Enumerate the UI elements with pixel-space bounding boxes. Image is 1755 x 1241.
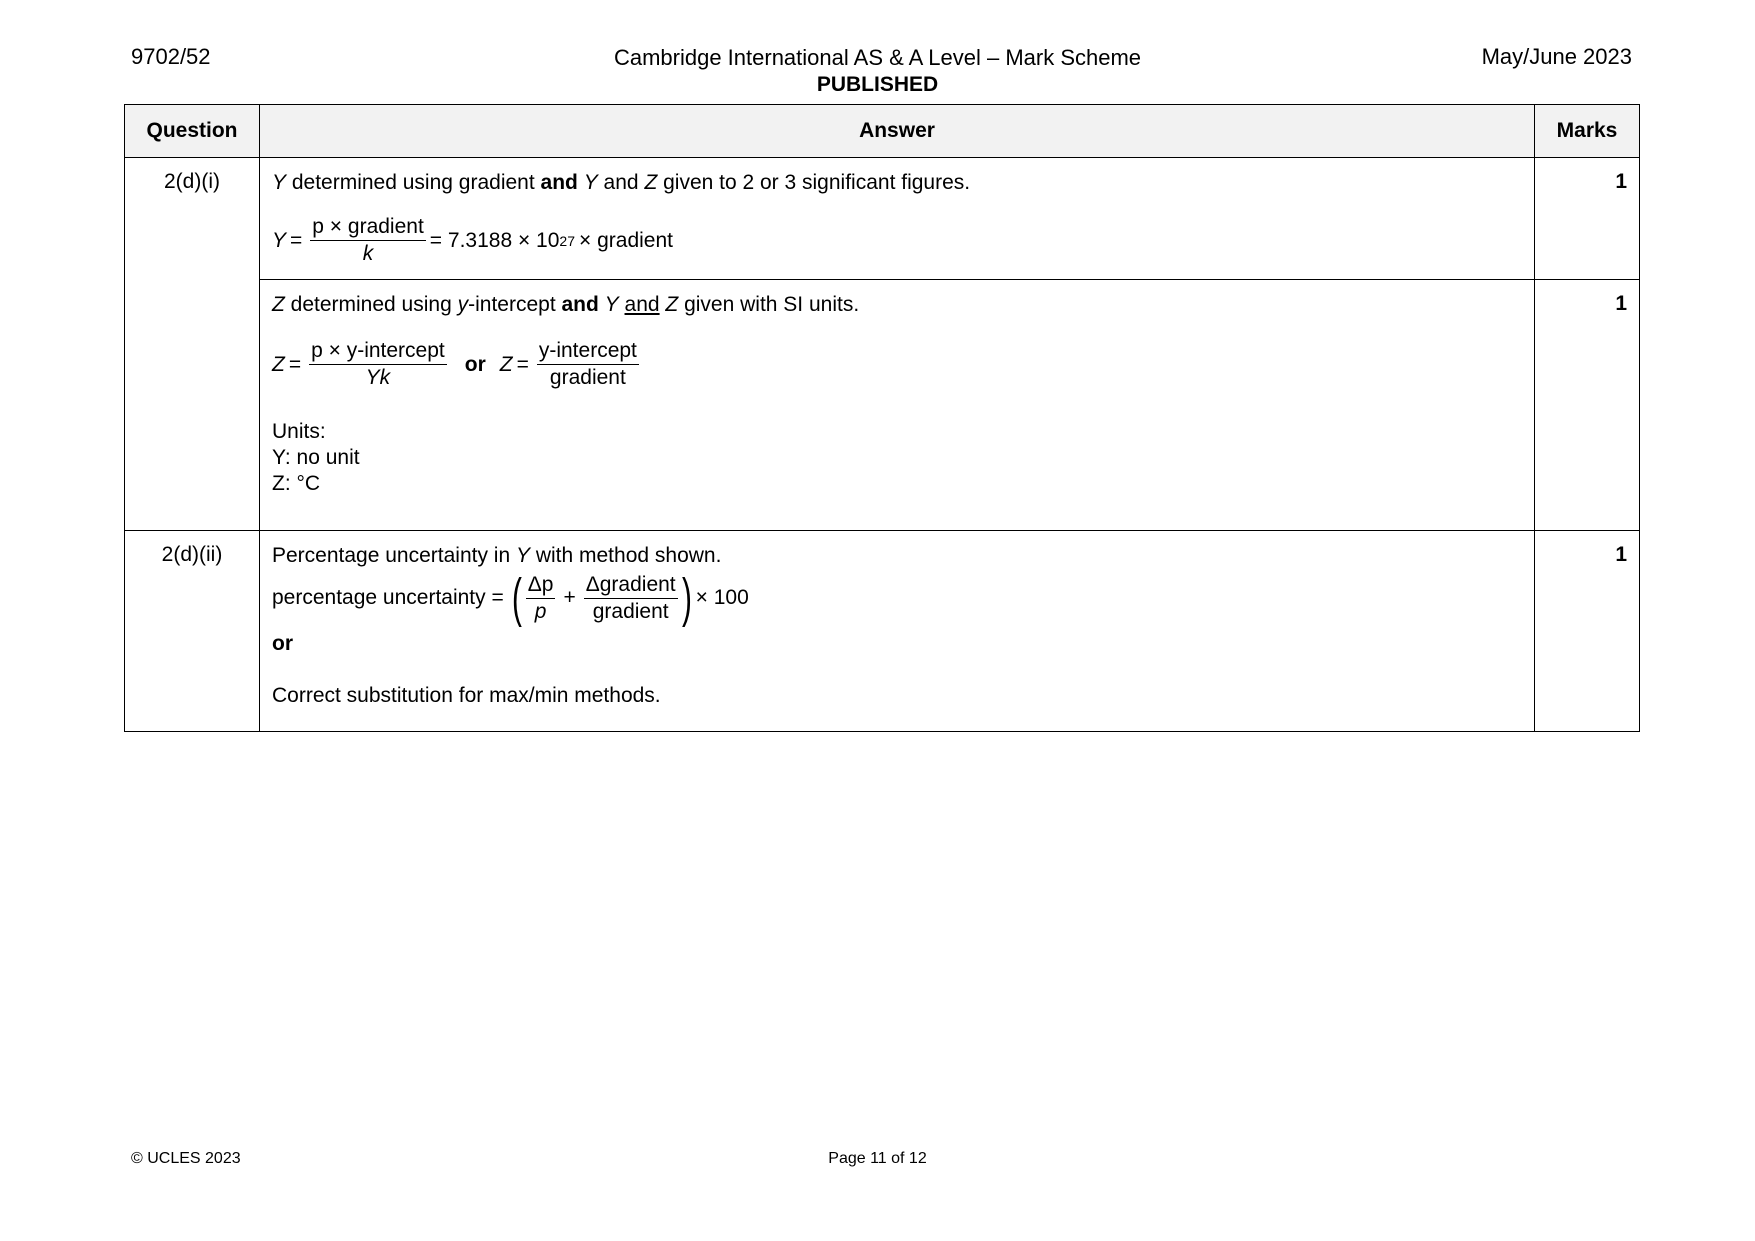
mark-scheme-table bbox=[124, 104, 1640, 732]
answer-criterion: Percentage uncertainty in Y with method shown. bbox=[272, 544, 722, 567]
question-number: 2(d)(i) bbox=[125, 158, 260, 531]
question-header: Question bbox=[125, 105, 260, 158]
equation-y: Y = $\frac{\text{p × gradient}}{k}$ = 7.3188 × 10 27 × gradient bbox=[272, 215, 673, 265]
fraction: $\frac{\text{p × y-intercept}}{Yk}$ bbox=[311, 339, 445, 389]
marks-value: 1 bbox=[1535, 531, 1640, 732]
marks-value: 1 bbox=[1535, 158, 1640, 280]
paper-code: 9702/52 bbox=[131, 44, 211, 69]
table-row bbox=[125, 531, 1640, 732]
fraction: $\frac{\text{y-intercept}}{\text{gradient}}$ bbox=[538, 339, 637, 389]
answer-criterion: Z determined using y-intercept and Y and Z given with SI units. bbox=[272, 293, 860, 316]
page-number: Page 11 of 12 bbox=[828, 1150, 927, 1167]
answer-criterion: Y determined using gradient and Y and Z given to 2 or 3 significant figures. bbox=[272, 171, 971, 194]
equation-z: Z = $\frac{\text{p × y-intercept}}{Yk}$ or Z = $\frac{\text{y-intercept}}{\text{gradient}}$ bbox=[272, 339, 637, 389]
document-title: Cambridge International AS & A Level – Mark Scheme bbox=[613, 45, 1142, 70]
fraction: $\frac{\text{Δgradient}}{\text{gradient}}$ bbox=[585, 572, 676, 623]
units-list: Units: Y: no unit Z: °C bbox=[272, 420, 360, 495]
table-row bbox=[125, 158, 1640, 280]
answer-cell bbox=[260, 531, 1535, 732]
question-number: 2(d)(ii) bbox=[125, 531, 260, 732]
fraction: $\frac{\Delta p}{p}$ bbox=[527, 572, 554, 623]
answer-header: Answer bbox=[260, 105, 1535, 158]
answer-cell bbox=[260, 280, 1535, 531]
marks-header: Marks bbox=[1535, 105, 1640, 158]
table-header-row bbox=[125, 105, 1640, 158]
exam-session: May/June 2023 bbox=[1481, 44, 1632, 69]
published-label: PUBLISHED bbox=[816, 73, 939, 96]
copyright: © UCLES 2023 bbox=[131, 1150, 241, 1167]
or-label: or bbox=[272, 632, 293, 655]
fraction: $\frac{\text{p × gradient}}{k}$ bbox=[312, 215, 424, 265]
table-row bbox=[125, 280, 1640, 531]
marks-value: 1 bbox=[1535, 280, 1640, 531]
answer-cell bbox=[260, 158, 1535, 280]
equation-uncertainty: percentage uncertainty = ( $\frac{\Delta p}{p}$ + $\frac{\text{Δgradient}}{\text{gradient}}$ ) × 100 bbox=[272, 568, 749, 628]
answer-criterion: Correct substitution for max/min methods. bbox=[272, 684, 661, 707]
